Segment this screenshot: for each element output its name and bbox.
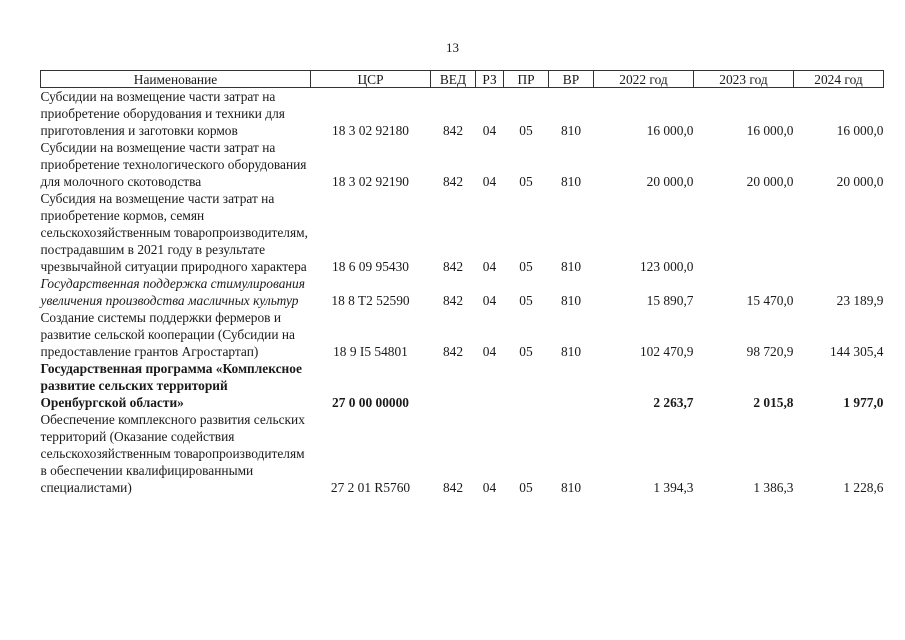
- row-vr: 810: [560, 259, 582, 274]
- row-2022: 102 470,9: [639, 344, 694, 359]
- row-2024: [794, 190, 884, 275]
- row-2024: 23 189,9: [836, 293, 884, 308]
- row-pr: [504, 360, 549, 411]
- row-rz: 04: [482, 123, 497, 138]
- header-2022: 2022 год: [594, 71, 694, 88]
- row-ved: 842: [442, 174, 464, 189]
- row-2023: 16 000,0: [746, 123, 794, 138]
- row-2022: 123 000,0: [639, 259, 694, 274]
- row-2022: 1 394,3: [653, 480, 694, 495]
- row-2022: 15 890,7: [646, 293, 694, 308]
- row-pr: 05: [519, 344, 533, 359]
- row-2024: 16 000,0: [836, 123, 884, 138]
- row-2024: 20 000,0: [836, 174, 884, 189]
- row-name: Государственная программа «Комплексное развитие сельских территорий Оренбургской области»: [40, 361, 302, 410]
- row-ved: 842: [442, 293, 464, 308]
- row-name: Обеспечение комплексного развития сельских территорий (Оказание содействия сельскохозяйственным товаропроизводителям в обеспечении квалифицированными специалистами): [40, 412, 305, 495]
- row-csr: 18 3 02 92190: [332, 174, 409, 189]
- row-2022: 2 263,7: [653, 395, 694, 410]
- row-name: Государственная поддержка стимулирования увеличения производства масличных культур: [40, 276, 305, 308]
- header-ved: ВЕД: [431, 71, 476, 88]
- row-2023: 1 386,3: [753, 480, 794, 495]
- row-name: Создание системы поддержки фермеров и развитие сельской кооперации (Субсидии на предоставление грантов Агростартап): [40, 310, 295, 359]
- row-csr: 18 6 09 95430: [332, 259, 409, 274]
- row-ved: 842: [442, 123, 464, 138]
- row-2024: 1 977,0: [843, 395, 884, 410]
- row-pr: 05: [519, 174, 533, 189]
- header-pr: ПР: [504, 71, 549, 88]
- table-row: [41, 275, 884, 309]
- row-vr: [549, 360, 594, 411]
- table-row: [41, 309, 884, 360]
- row-rz: 04: [482, 259, 497, 274]
- row-name: Субсидия на возмещение части затрат на приобретение кормов, семян сельскохозяйственным товаропроизводителям, пострадавшим в 2021 году в результате чрезвычайной ситуации природного характера: [40, 191, 308, 274]
- row-rz: 04: [482, 293, 497, 308]
- header-2024: 2024 год: [794, 71, 884, 88]
- header-csr: ЦСР: [311, 71, 431, 88]
- row-vr: 810: [560, 174, 582, 189]
- row-ved: 842: [442, 259, 464, 274]
- row-name: Субсидии на возмещение части затрат на приобретение оборудования и техники для приготовления и заготовки кормов: [40, 89, 285, 138]
- table-row-program: [41, 360, 884, 411]
- table-row: [41, 139, 884, 190]
- row-2023: 2 015,8: [753, 395, 794, 410]
- table-row: [41, 190, 884, 275]
- row-pr: 05: [519, 259, 533, 274]
- row-ved: [431, 360, 476, 411]
- row-ved: 842: [442, 344, 464, 359]
- page-number: 13: [446, 40, 459, 55]
- table-header-row: [41, 71, 884, 88]
- row-2023: [694, 190, 794, 275]
- row-csr: 27 0 00 00000: [332, 395, 409, 410]
- row-csr: 18 9 I5 54801: [333, 344, 408, 359]
- header-vr: ВР: [549, 71, 594, 88]
- row-rz: 04: [482, 174, 497, 189]
- row-pr: 05: [519, 480, 533, 495]
- row-2022: 16 000,0: [646, 123, 694, 138]
- row-csr: 18 3 02 92180: [332, 123, 409, 138]
- row-pr: 05: [519, 123, 533, 138]
- row-name: Субсидии на возмещение части затрат на приобретение технологического оборудования для молочного скотоводства: [40, 140, 307, 189]
- row-vr: 810: [560, 293, 582, 308]
- table-row: [41, 411, 884, 496]
- row-vr: 810: [560, 344, 582, 359]
- row-vr: 810: [560, 123, 582, 138]
- table-row: [41, 88, 884, 140]
- row-rz: 04: [482, 344, 497, 359]
- header-2023: 2023 год: [694, 71, 794, 88]
- row-pr: 05: [519, 293, 533, 308]
- row-2023: 20 000,0: [746, 174, 794, 189]
- budget-table: [40, 70, 884, 496]
- row-vr: 810: [560, 480, 582, 495]
- row-rz: 04: [482, 480, 497, 495]
- row-2024: 1 228,6: [843, 480, 884, 495]
- row-csr: 27 2 01 R5760: [330, 480, 411, 495]
- row-2024: 144 305,4: [829, 344, 884, 359]
- row-2022: 20 000,0: [646, 174, 694, 189]
- row-2023: 98 720,9: [746, 344, 794, 359]
- row-ved: 842: [442, 480, 464, 495]
- header-name: Наименование: [41, 71, 311, 88]
- row-csr: 18 8 T2 52590: [331, 293, 410, 308]
- row-2023: 15 470,0: [746, 293, 794, 308]
- header-rz: РЗ: [476, 71, 504, 88]
- row-rz: [476, 360, 504, 411]
